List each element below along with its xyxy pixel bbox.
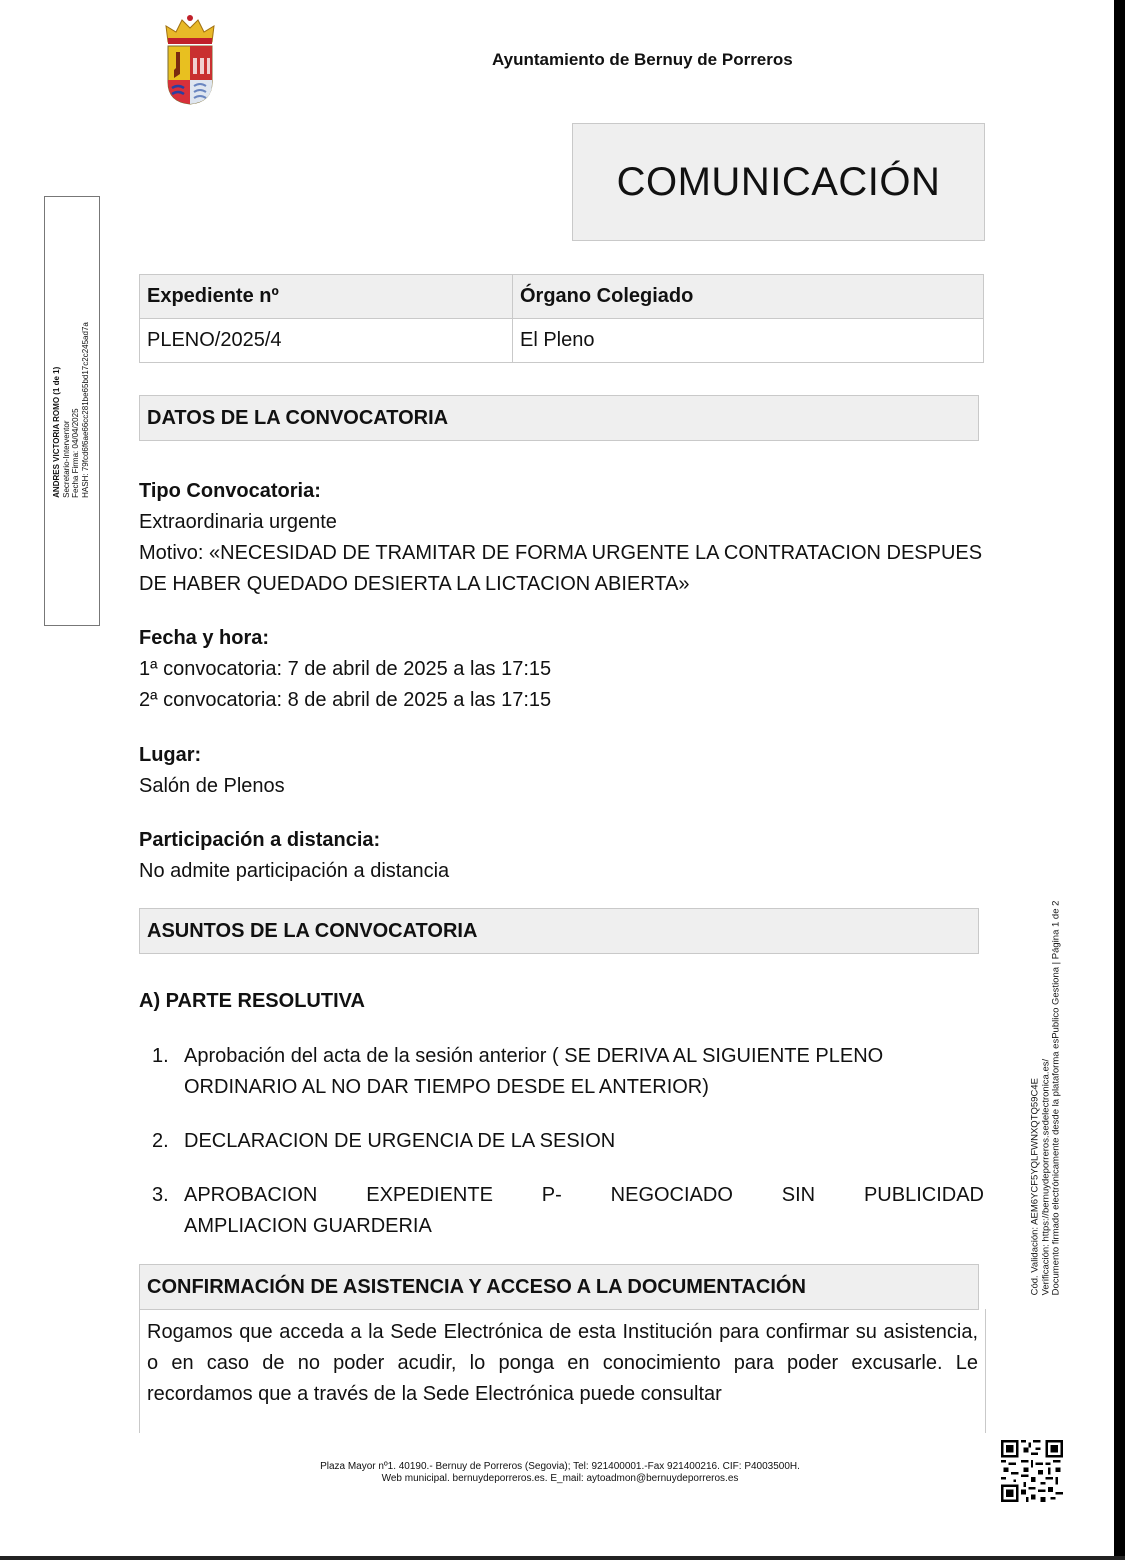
table-row (140, 319, 984, 363)
expediente-table (139, 274, 984, 363)
table-header-row (140, 275, 984, 319)
expediente-header: Expediente nº (140, 275, 513, 319)
list-item (152, 1180, 984, 1242)
tipo-value: Extraordinaria urgente (139, 511, 337, 533)
fecha-label: Fecha y hora: (139, 627, 270, 649)
asuntos-section-title: ASUNTOS DE LA CONVOCATORIA (139, 908, 979, 954)
fecha-block (139, 623, 989, 716)
footer (200, 1461, 920, 1485)
item-text-line2: AMPLIACION GUARDERIA (184, 1215, 432, 1237)
parte-resolutiva-title: A) PARTE RESOLUTIVA (139, 990, 365, 1012)
qr-code-icon (1001, 1440, 1063, 1502)
organization-name: Ayuntamiento de Bernuy de Porreros (492, 50, 793, 69)
item-number: 3. (152, 1184, 169, 1206)
verification-platform: Documento firmado electrónicamente desde la plataforma esPublico Gestiona | Página 1 de 2 (1050, 900, 1062, 1296)
tipo-block (139, 476, 989, 600)
verification-stamp (1030, 901, 1062, 1296)
item-number: 1. (152, 1045, 169, 1067)
item-text: DECLARACION DE URGENCIA DE LA SESION (184, 1130, 616, 1152)
participacion-value: No admite participación a distancia (139, 860, 450, 882)
signature-hash: HASH: 79fcd6f6ae66cc281be65bd17c2c245ad7a (80, 322, 90, 498)
confirmacion-text: Rogamos que acceda a la Sede Electrónica de esta Institución para confirmar su asistencia, o en caso de no poder acudir, lo ponga en conocimiento para poder excusarle. Le recordamos que a través de la Sede Electrónica puede consultar (139, 1309, 986, 1433)
expediente-value: PLENO/2025/4 (140, 319, 513, 363)
verification-code: Cód. Validación: AEM6YCF5YQLFWNXQTQ59C4E (1029, 1078, 1041, 1296)
lugar-value: Salón de Plenos (139, 775, 285, 797)
convocatoria-2: 2ª convocatoria: 8 de abril de 2025 a las 17:15 (139, 689, 552, 711)
lugar-block (139, 740, 989, 802)
organo-value: El Pleno (513, 319, 984, 363)
page-bottom-edge (0, 1556, 1125, 1560)
item-text-line1: APROBACION EXPEDIENTE P- NEGOCIADO SIN PUBLICIDAD (184, 1184, 984, 1206)
organo-header: Órgano Colegiado (513, 275, 984, 319)
document-type-title: COMUNICACIÓN (572, 123, 985, 241)
signature-stamp (52, 322, 90, 498)
signature-signer: ANDRES VICTORIA ROMO (1 de 1) (52, 366, 61, 498)
page-edge (1114, 0, 1125, 1560)
item-text: Aprobación del acta de la sesión anterior ( SE DERIVA AL SIGUIENTE PLENO ORDINARIO AL NO DAR TIEMPO DESDE EL ANTERIOR) (184, 1045, 884, 1098)
participacion-block (139, 825, 989, 887)
confirmacion-section-title: CONFIRMACIÓN DE ASISTENCIA Y ACCESO A LA DOCUMENTACIÓN (139, 1264, 979, 1310)
list-item (152, 1041, 984, 1103)
convocatoria-1: 1ª convocatoria: 7 de abril de 2025 a las 17:15 (139, 658, 552, 680)
item-number: 2. (152, 1130, 169, 1152)
signature-date: Fecha Firma: 04/04/2025 (71, 408, 80, 498)
verification-url: Verificación: https://bernuydeporreros.sedelectronica.es/ (1039, 1058, 1051, 1296)
tipo-label: Tipo Convocatoria: (139, 480, 321, 502)
footer-contact: Web municipal. bernuydeporreros.es. E_mail: aytoadmon@bernuydeporreros.es (381, 1473, 739, 1484)
coat-of-arms-icon (162, 12, 218, 106)
list-item (152, 1126, 984, 1157)
signature-role: Secretario-Interventor (61, 420, 71, 498)
lugar-label: Lugar: (139, 744, 202, 766)
motivo-text: Motivo: «NECESIDAD DE TRAMITAR DE FORMA URGENTE LA CONTRATACION DESPUES DE HABER QUEDADO DESIERTA LA LICTACION ABIERTA» (139, 542, 983, 595)
participacion-label: Participación a distancia: (139, 829, 381, 851)
footer-address: Plaza Mayor nº1. 40190.- Bernuy de Porreros (Segovia); Tel: 921400001.-Fax 921400216. CIF: P4003500H. (320, 1461, 800, 1472)
datos-section-title: DATOS DE LA CONVOCATORIA (139, 395, 979, 441)
